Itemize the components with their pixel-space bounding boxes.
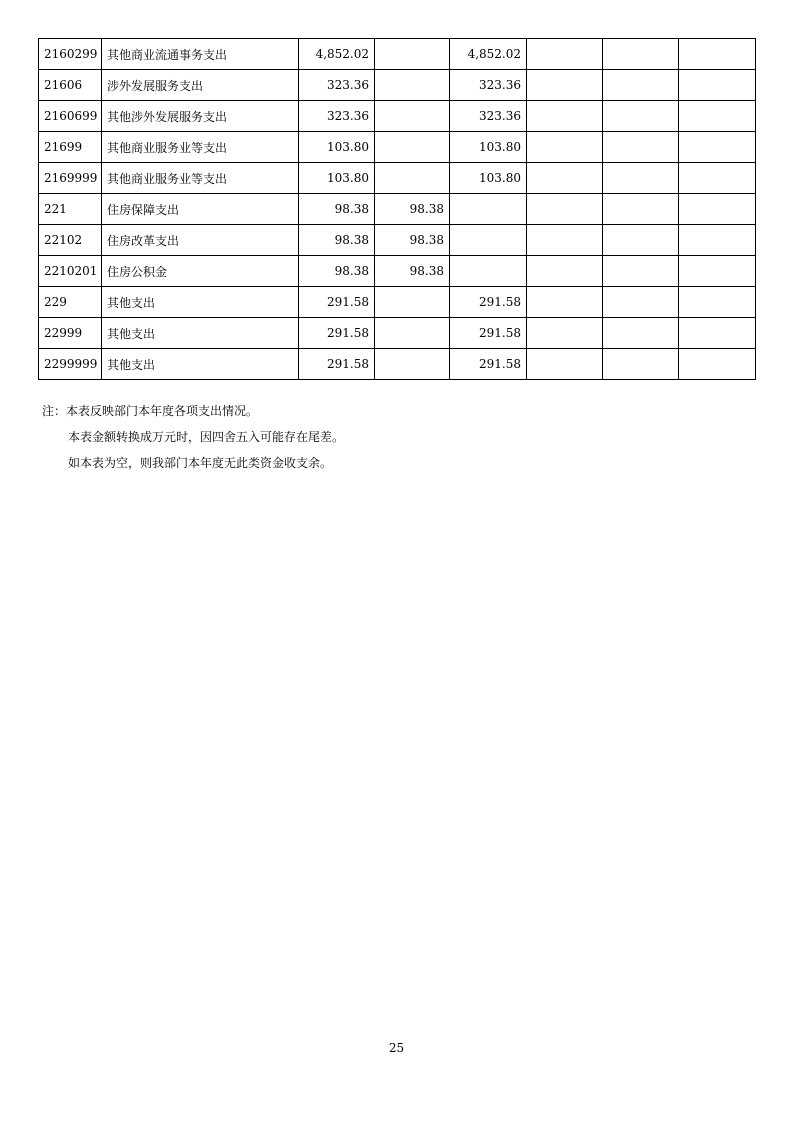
cell-function-name: 其他支出 bbox=[102, 349, 299, 380]
cell-total: 291.58 bbox=[299, 318, 375, 349]
note-line: 如本表为空，则我部门本年度无此类资金收支余。 bbox=[68, 456, 333, 470]
cell-empty bbox=[527, 163, 603, 194]
cell-total: 291.58 bbox=[299, 287, 375, 318]
cell-empty bbox=[679, 256, 756, 287]
table-body bbox=[39, 39, 756, 380]
cell-total: 103.80 bbox=[299, 163, 375, 194]
cell-project-expenditure: 291.58 bbox=[450, 349, 527, 380]
cell-function-code: 2160299 bbox=[39, 39, 102, 70]
cell-empty bbox=[603, 132, 679, 163]
note-line: 注：本表反映部门本年度各项支出情况。 bbox=[42, 404, 259, 418]
cell-function-code: 22999 bbox=[39, 318, 102, 349]
cell-function-name: 其他商业服务业等支出 bbox=[102, 163, 299, 194]
cell-empty bbox=[679, 163, 756, 194]
cell-function-code: 22102 bbox=[39, 225, 102, 256]
cell-project-expenditure: 323.36 bbox=[450, 70, 527, 101]
table-row bbox=[39, 70, 756, 101]
cell-project-expenditure: 103.80 bbox=[450, 132, 527, 163]
cell-empty bbox=[679, 225, 756, 256]
cell-empty bbox=[679, 132, 756, 163]
cell-empty bbox=[679, 70, 756, 101]
cell-total: 323.36 bbox=[299, 70, 375, 101]
table-row bbox=[39, 39, 756, 70]
cell-function-name: 其他商业流通事务支出 bbox=[102, 39, 299, 70]
cell-function-code: 2160699 bbox=[39, 101, 102, 132]
cell-empty bbox=[527, 287, 603, 318]
cell-project-expenditure: 103.80 bbox=[450, 163, 527, 194]
cell-total: 98.38 bbox=[299, 194, 375, 225]
cell-empty bbox=[527, 318, 603, 349]
cell-basic-expenditure: 98.38 bbox=[375, 225, 450, 256]
cell-function-code: 2299999 bbox=[39, 349, 102, 380]
cell-project-expenditure: 323.36 bbox=[450, 101, 527, 132]
table-row bbox=[39, 256, 756, 287]
table-row bbox=[39, 132, 756, 163]
table-row bbox=[39, 349, 756, 380]
cell-basic-expenditure bbox=[375, 101, 450, 132]
cell-empty bbox=[527, 225, 603, 256]
cell-empty bbox=[603, 101, 679, 132]
cell-basic-expenditure bbox=[375, 39, 450, 70]
cell-function-code: 2210201 bbox=[39, 256, 102, 287]
cell-function-name: 其他支出 bbox=[102, 318, 299, 349]
cell-project-expenditure: 4,852.02 bbox=[450, 39, 527, 70]
cell-empty bbox=[527, 70, 603, 101]
cell-function-name: 涉外发展服务支出 bbox=[102, 70, 299, 101]
cell-function-code: 221 bbox=[39, 194, 102, 225]
cell-empty bbox=[679, 101, 756, 132]
cell-project-expenditure bbox=[450, 225, 527, 256]
table-row bbox=[39, 194, 756, 225]
note-line: 本表金额转换成万元时，因四舍五入可能存在尾差。 bbox=[68, 430, 345, 444]
cell-total: 4,852.02 bbox=[299, 39, 375, 70]
cell-basic-expenditure: 98.38 bbox=[375, 256, 450, 287]
cell-empty bbox=[603, 225, 679, 256]
cell-empty bbox=[603, 349, 679, 380]
cell-basic-expenditure bbox=[375, 287, 450, 318]
cell-function-code: 21606 bbox=[39, 70, 102, 101]
cell-basic-expenditure bbox=[375, 70, 450, 101]
cell-empty bbox=[679, 194, 756, 225]
cell-empty bbox=[603, 287, 679, 318]
cell-basic-expenditure bbox=[375, 163, 450, 194]
table-row bbox=[39, 318, 756, 349]
cell-function-name: 其他商业服务业等支出 bbox=[102, 132, 299, 163]
cell-empty bbox=[603, 256, 679, 287]
cell-empty bbox=[603, 318, 679, 349]
table-row bbox=[39, 225, 756, 256]
cell-empty bbox=[527, 101, 603, 132]
cell-function-name: 其他涉外发展服务支出 bbox=[102, 101, 299, 132]
cell-basic-expenditure: 98.38 bbox=[375, 194, 450, 225]
table-row bbox=[39, 287, 756, 318]
cell-empty bbox=[679, 39, 756, 70]
cell-empty bbox=[679, 287, 756, 318]
cell-function-name: 其他支出 bbox=[102, 287, 299, 318]
cell-total: 98.38 bbox=[299, 225, 375, 256]
cell-empty bbox=[527, 132, 603, 163]
cell-empty bbox=[527, 349, 603, 380]
expenditure-table bbox=[38, 38, 756, 380]
cell-basic-expenditure bbox=[375, 349, 450, 380]
cell-function-code: 229 bbox=[39, 287, 102, 318]
table-notes bbox=[42, 398, 344, 476]
cell-empty bbox=[603, 39, 679, 70]
cell-total: 103.80 bbox=[299, 132, 375, 163]
cell-empty bbox=[679, 318, 756, 349]
cell-project-expenditure: 291.58 bbox=[450, 287, 527, 318]
cell-basic-expenditure bbox=[375, 132, 450, 163]
cell-project-expenditure: 291.58 bbox=[450, 318, 527, 349]
cell-function-name: 住房改革支出 bbox=[102, 225, 299, 256]
cell-basic-expenditure bbox=[375, 318, 450, 349]
cell-empty bbox=[603, 70, 679, 101]
cell-project-expenditure bbox=[450, 194, 527, 225]
cell-function-code: 2169999 bbox=[39, 163, 102, 194]
cell-total: 291.58 bbox=[299, 349, 375, 380]
cell-project-expenditure bbox=[450, 256, 527, 287]
cell-empty bbox=[527, 256, 603, 287]
page-number: 25 bbox=[388, 1041, 405, 1055]
table-row bbox=[39, 163, 756, 194]
cell-total: 323.36 bbox=[299, 101, 375, 132]
cell-empty bbox=[527, 39, 603, 70]
cell-empty bbox=[603, 194, 679, 225]
table-row bbox=[39, 101, 756, 132]
cell-empty bbox=[603, 163, 679, 194]
cell-empty bbox=[679, 349, 756, 380]
cell-empty bbox=[527, 194, 603, 225]
cell-total: 98.38 bbox=[299, 256, 375, 287]
cell-function-name: 住房保障支出 bbox=[102, 194, 299, 225]
cell-function-code: 21699 bbox=[39, 132, 102, 163]
cell-function-name: 住房公积金 bbox=[102, 256, 299, 287]
